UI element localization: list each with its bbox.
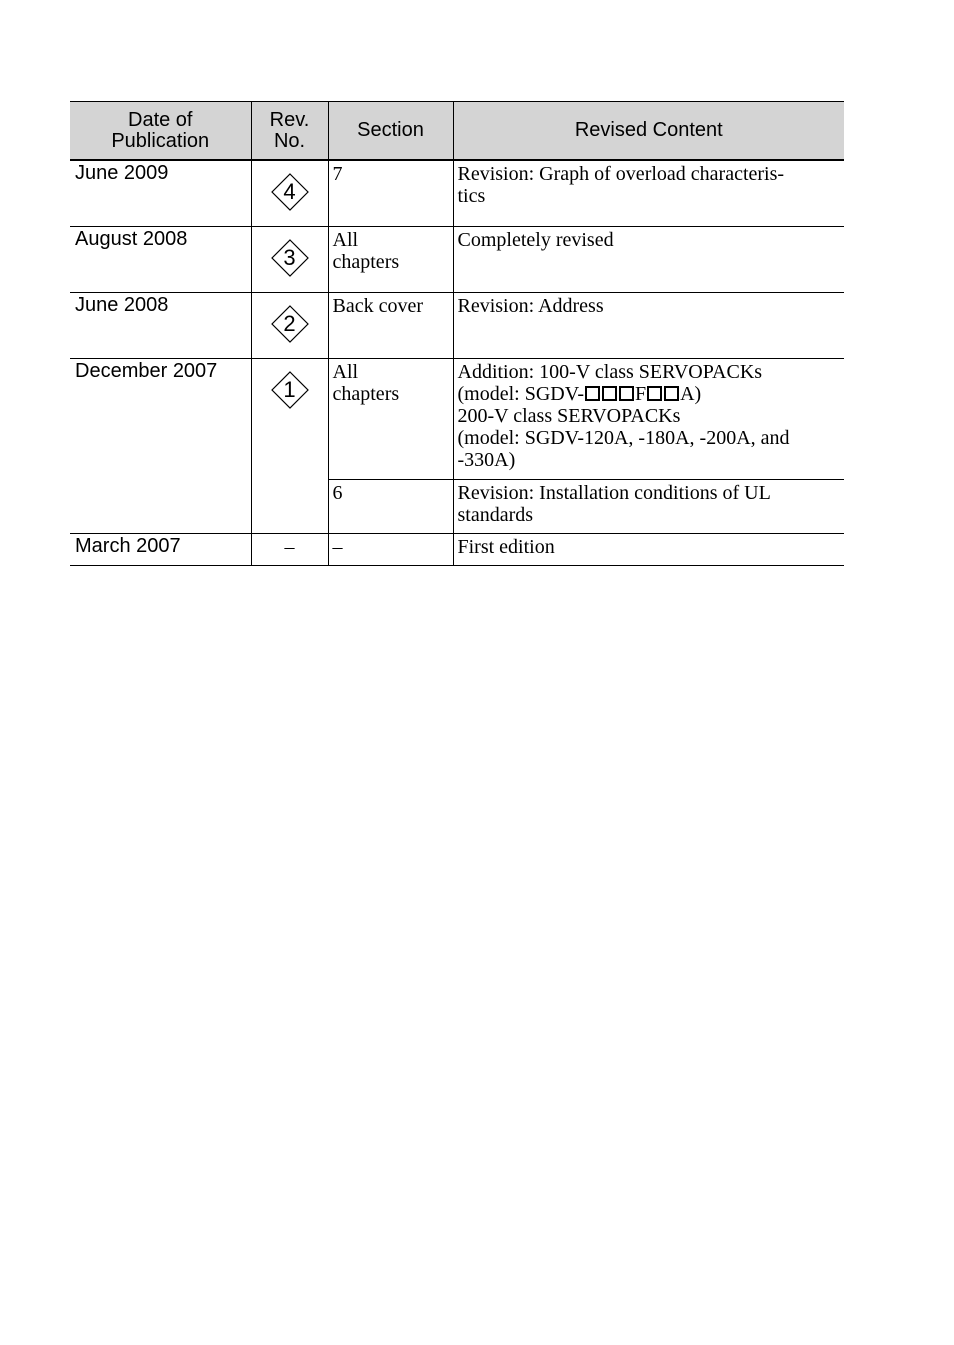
- revised-content-cell: Addition: 100-V class SERVOPACKs (model: SGDV- F A) 200-V class SERVOPACKs (model: SGDV-120A, -180A, -200A, and -330A): [453, 359, 844, 480]
- header-rev-no: Rev. No.: [251, 102, 328, 161]
- revision-number: [251, 293, 328, 359]
- diamond-outline-icon: 2: [270, 304, 310, 344]
- publication-date: June 2009: [70, 160, 251, 227]
- publication-date: December 2007: [70, 359, 251, 534]
- empty-square-icon: [647, 386, 662, 401]
- empty-square-icon: [664, 386, 679, 401]
- table-row: [70, 359, 844, 480]
- diamond-outline-icon: 4: [270, 172, 310, 212]
- revised-content-cell: Revision: Graph of overload characteris- tics: [453, 160, 844, 227]
- revised-content-cell: Revision: Address: [453, 293, 844, 359]
- table-row: [70, 227, 844, 293]
- section-cell: 7: [328, 160, 453, 227]
- revision-number: [251, 227, 328, 293]
- publication-date: March 2007: [70, 534, 251, 566]
- empty-square-icon: [585, 386, 600, 401]
- header-revised-content: Revised Content: [453, 102, 844, 161]
- table-header-row: [70, 102, 844, 161]
- diamond-outline-icon: 1: [270, 370, 310, 410]
- table-row: [70, 293, 844, 359]
- section-cell: All chapters: [328, 227, 453, 293]
- revision-history-table: [70, 101, 844, 566]
- model-number-line: (model: SGDV- F A): [457, 383, 702, 405]
- publication-date: June 2008: [70, 293, 251, 359]
- empty-square-icon: [602, 386, 617, 401]
- revision-number: [251, 160, 328, 227]
- revision-number: [251, 359, 328, 534]
- revised-content-cell: Completely revised: [453, 227, 844, 293]
- header-section: Section: [328, 102, 453, 161]
- revision-number: –: [251, 534, 328, 566]
- table-row: [70, 534, 844, 566]
- empty-square-icon: [619, 386, 634, 401]
- diamond-outline-icon: 3: [270, 238, 310, 278]
- table-row: [70, 160, 844, 227]
- section-cell: –: [328, 534, 453, 566]
- section-cell: 6: [328, 480, 453, 534]
- publication-date: August 2008: [70, 227, 251, 293]
- section-cell: All chapters: [328, 359, 453, 480]
- header-date-of-publication: Date of Publication: [70, 102, 251, 161]
- section-cell: Back cover: [328, 293, 453, 359]
- revised-content-cell: Revision: Installation conditions of UL standards: [453, 480, 844, 534]
- revised-content-cell: First edition: [453, 534, 844, 566]
